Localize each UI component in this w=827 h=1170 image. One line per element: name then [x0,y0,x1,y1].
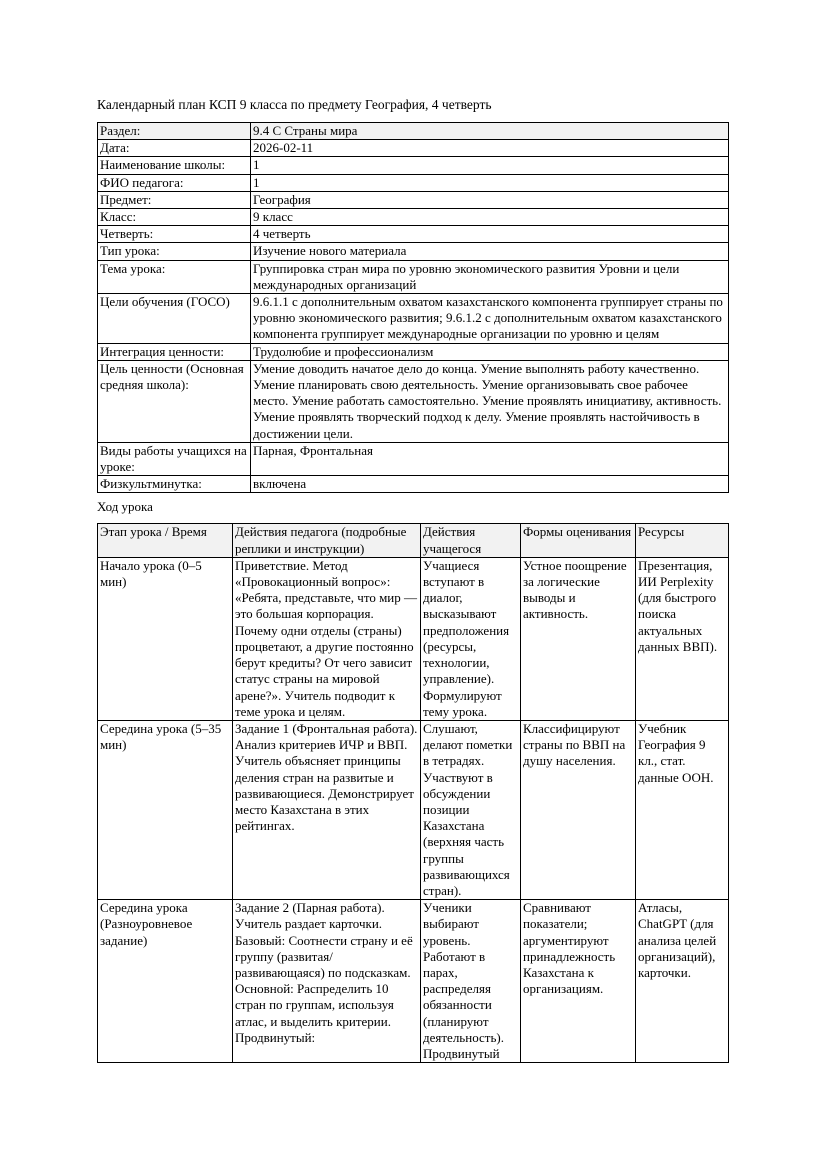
lesson-column-header: Формы оценивания [521,524,636,557]
info-row-value: 9.6.1.1 с дополнительным охватом казахстанского компонента группирует страны по уровню экономического развития; 9.6.1.2 с дополнительным охватом казахстанского компонента группирует международные организации по уровню и целям [251,294,729,344]
info-table-row [98,442,729,475]
info-row-value: включена [251,476,729,493]
lesson-table-header-row [98,524,729,557]
info-row-value: 1 [251,174,729,191]
lesson-column-header: Ресурсы [636,524,729,557]
info-row-label: Наименование школы: [98,157,251,174]
lesson-column-header: Действия педагога (подробные реплики и инструкции) [233,524,421,557]
lesson-table-row [98,557,729,720]
document-title: Календарный план КСП 9 класса по предмету География, 4 четверть [97,97,492,112]
info-table-row [98,243,729,260]
lesson-info-table [97,122,729,493]
info-row-label: Виды работы учащихся на уроке: [98,442,251,475]
teacher-actions-cell: Задание 1 (Фронтальная работа). Анализ критериев ИЧР и ВВП. Учитель объясняет принципы деления стран на развитые и развивающиеся. Демонстрирует место Казахстана в этих рейтингах. [233,720,421,899]
lesson-table-row [98,720,729,899]
info-row-label: Физкультминутка: [98,476,251,493]
info-row-label: Тип урока: [98,243,251,260]
info-table-row [98,140,729,157]
student-actions-cell: Слушают, делают пометки в тетрадях. Участвуют в обсуждении позиции Казахстана (верхняя часть группы развивающихся стран). [421,720,521,899]
info-table-row [98,191,729,208]
info-row-label: Предмет: [98,191,251,208]
lesson-stage-cell: Середина урока (5–35 мин) [98,720,233,899]
resources-cell: Учебник География 9 кл., стат. данные ООН. [636,720,729,899]
lesson-flow-table [97,523,729,1063]
document-page [97,96,728,1063]
lesson-stage-cell: Начало урока (0–5 мин) [98,557,233,720]
info-table-row [98,123,729,140]
info-row-label: Четверть: [98,226,251,243]
info-row-value: Изучение нового материала [251,243,729,260]
assessment-forms-cell: Устное поощрение за логические выводы и активность. [521,557,636,720]
info-row-value: 1 [251,157,729,174]
lesson-column-header: Действия учащегося [421,524,521,557]
resources-cell: Атласы, ChatGPT (для анализа целей организаций), карточки. [636,900,729,1063]
info-row-value: Парная, Фронтальная [251,442,729,475]
assessment-forms-cell: Сравнивают показатели; аргументируют принадлежность Казахстана к организациям. [521,900,636,1063]
info-row-label: Класс: [98,209,251,226]
section-heading-lesson-flow: Ход урока [97,499,153,515]
info-row-label: ФИО педагога: [98,174,251,191]
info-table-row [98,209,729,226]
info-row-value: Трудолюбие и профессионализм [251,343,729,360]
info-row-value: География [251,191,729,208]
lesson-column-header: Этап урока / Время [98,524,233,557]
info-table-row [98,174,729,191]
info-table-row [98,260,729,293]
teacher-actions-cell: Задание 2 (Парная работа). Учитель раздает карточки. Базовый: Соотнести страну и её группу (развитая/развивающаяся) по подсказкам. Основной: Распределить 10 стран по группам, используя атлас, и выделить критерии. Продвинутый: [233,900,421,1063]
info-row-label: Интеграция ценности: [98,343,251,360]
info-row-value: Группировка стран мира по уровню экономического развития Уровни и цели международных организаций [251,260,729,293]
resources-cell: Презентация, ИИ Perplexity (для быстрого поиска актуальных данных ВВП). [636,557,729,720]
student-actions-cell: Ученики выбирают уровень. Работают в парах, распределяя обязанности (планируют деятельность). Продвинутый [421,900,521,1063]
info-table-row [98,343,729,360]
info-row-label: Цели обучения (ГОСО) [98,294,251,344]
info-row-value: 2026-02-11 [251,140,729,157]
info-table-row [98,294,729,344]
info-table-row [98,226,729,243]
info-table-row [98,157,729,174]
assessment-forms-cell: Классифицируют страны по ВВП на душу населения. [521,720,636,899]
info-row-value: 4 четверть [251,226,729,243]
student-actions-cell: Учащиеся вступают в диалог, высказывают предположения (ресурсы, технологии, управление). Формулируют тему урока. [421,557,521,720]
info-table-row [98,360,729,442]
lesson-table-row [98,900,729,1063]
info-row-value: 9.4 С Страны мира [251,123,729,140]
info-row-label: Раздел: [98,123,251,140]
info-row-label: Цель ценности (Основная средняя школа): [98,360,251,442]
teacher-actions-cell: Приветствие. Метод «Провокационный вопрос»: «Ребята, представьте, что мир — это большая корпорация. Почему одни отделы (страны) процветают, а другие постоянно берут кредиты? От чего зависит статус страны на мировой арене?». Учитель подводит к теме урока и целям. [233,557,421,720]
lesson-stage-cell: Середина урока (Разноуровневое задание) [98,900,233,1063]
info-row-label: Дата: [98,140,251,157]
info-row-label: Тема урока: [98,260,251,293]
info-row-value: Умение доводить начатое дело до конца. Умение выполнять работу качественно. Умение планировать свою деятельность. Умение организовывать свое рабочее место. Умение работать самостоятельно. Умение проявлять инициативу, активность. Умение проявлять творческий подход к делу. Умение проявлять настойчивость в достижении цели. [251,360,729,442]
info-row-value: 9 класс [251,209,729,226]
info-table-row [98,476,729,493]
